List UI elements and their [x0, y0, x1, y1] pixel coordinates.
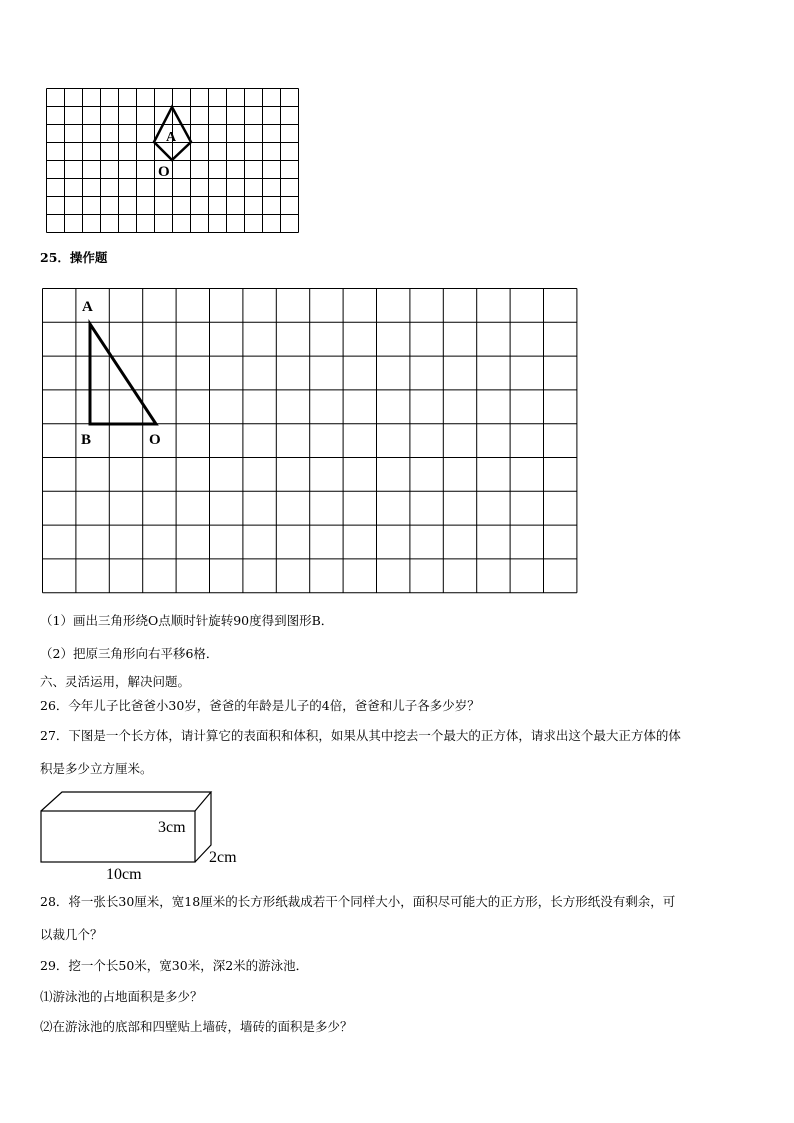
grid2-label-b: B	[81, 432, 92, 448]
grid-figure-1	[44, 86, 302, 234]
cuboid-top-face	[41, 792, 211, 811]
cuboid-width-label: 2cm	[209, 849, 237, 866]
question-27-line-1: 27．下图是一个长方体，请计算它的表面积和体积，如果从其中挖去一个最大的正方体，请求出这个最大正方体的体	[40, 728, 681, 743]
right-triangle	[90, 324, 156, 424]
cuboid-height-label: 3cm	[158, 819, 186, 836]
figure1-label-o: O	[158, 164, 170, 180]
question-25-title: 25．操作题	[40, 250, 108, 265]
grid2-label-a: A	[82, 299, 93, 315]
question-25-task-2: （2）把原三角形向右平移6格．	[40, 646, 219, 661]
figure1-label-a: A	[166, 130, 177, 145]
question-29-line-1: 29．挖一个长50米，宽30米，深2米的游泳池．	[40, 958, 309, 973]
question-28-line-2: 以裁几个？	[40, 927, 103, 942]
question-29-sub-2: ⑵在游泳池的底部和四壁贴上墙砖，墙砖的面积是多少？	[40, 1019, 353, 1034]
question-29-sub-1: ⑴游泳池的占地面积是多少？	[40, 989, 203, 1004]
question-28-line-1: 28．将一张长30厘米，宽18厘米的长方形纸裁成若干个同样大小，面积尽可能大的正方形，长方形纸没有剩余，可	[40, 894, 676, 909]
grid2-label-o: O	[149, 432, 161, 448]
grid-figure-2	[40, 286, 580, 594]
cuboid-figure	[36, 788, 266, 884]
question-26: 26．今年儿子比爸爸小30岁，爸爸的年龄是儿子的4倍，爸爸和儿子各多少岁？	[40, 698, 480, 713]
question-25-task-1: （1）画出三角形绕O点顺时针旋转90度得到图形B．	[40, 613, 334, 628]
section-6-heading: 六、灵活运用，解决问题。	[40, 674, 191, 689]
cuboid-length-label: 10cm	[106, 866, 142, 883]
question-27-line-2: 积是多少立方厘米。	[40, 761, 153, 776]
